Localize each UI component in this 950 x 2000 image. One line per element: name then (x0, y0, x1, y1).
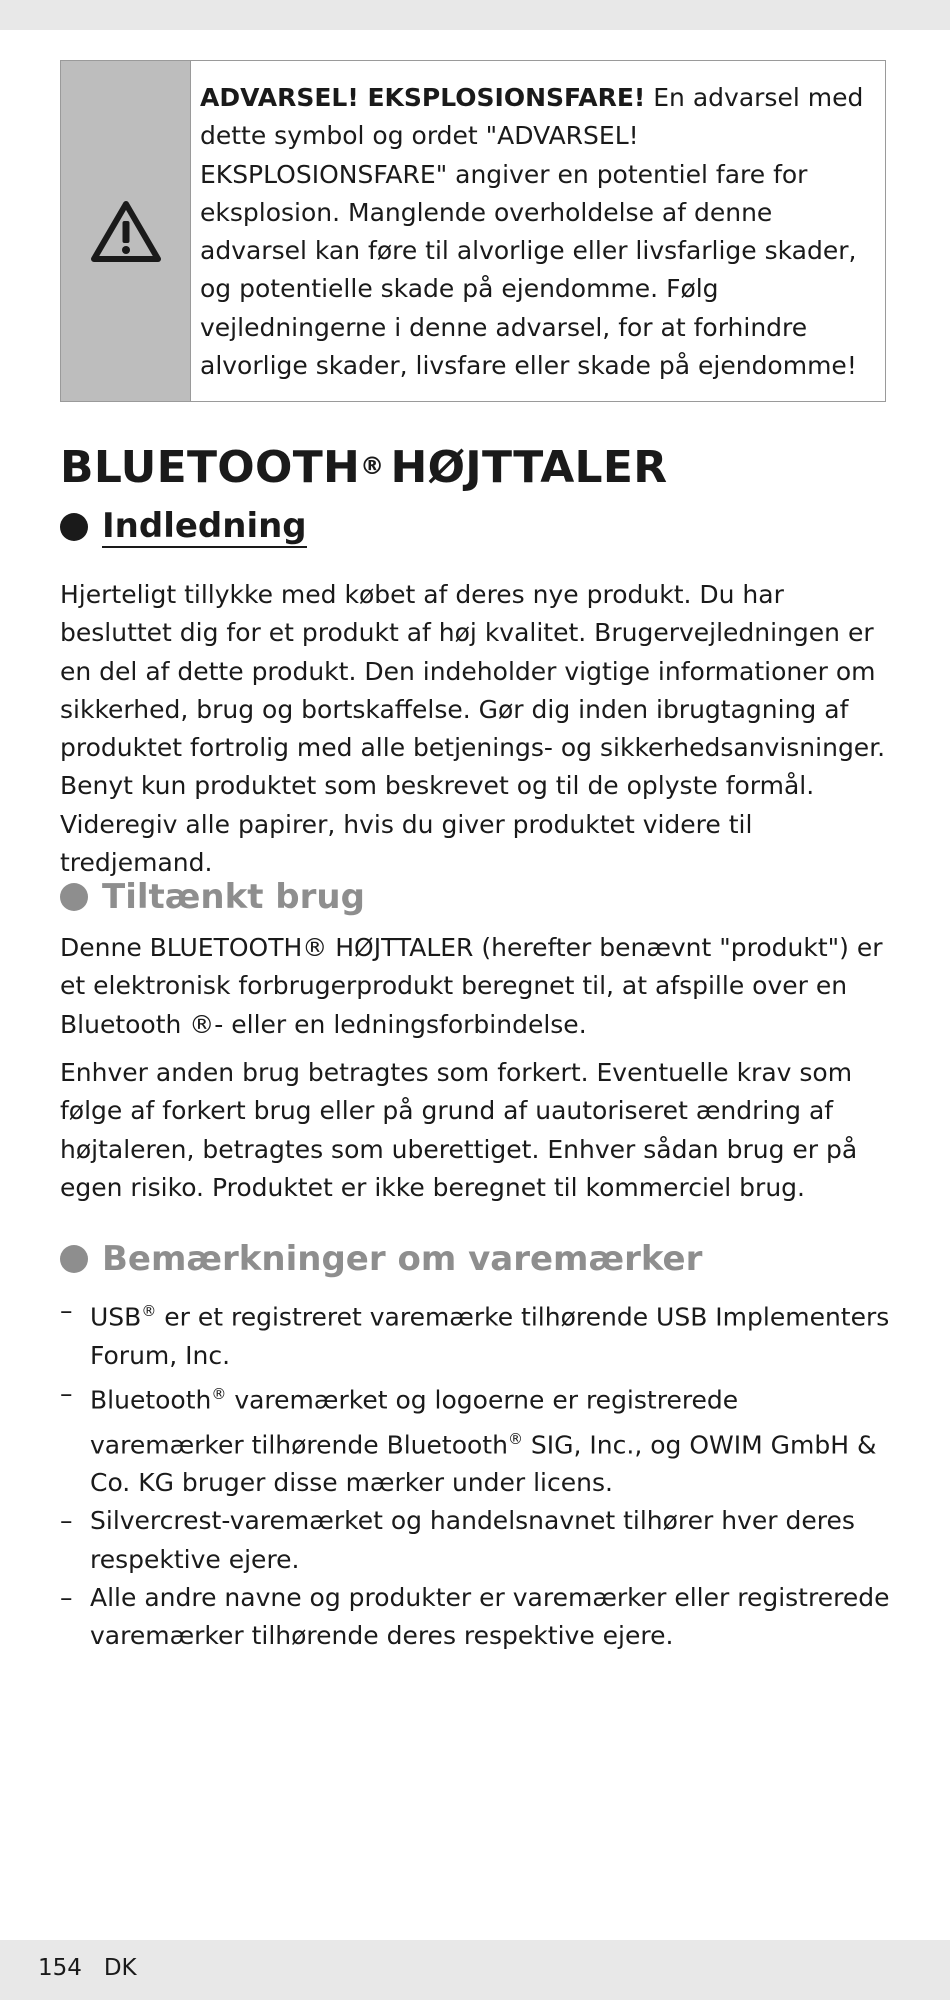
warning-body: En advarsel med dette symbol og ordet "ADVARSEL! EKSPLOSIONSFARE" angiver en potentiel fare for eksplosion. Manglende overholdelse af denne advarsel kan føre til alvorlige eller livsfarlige skader, og potentielle skade på ejendomme. Følg vejledningerne i denne advarsel, for at forhindre alvorlige skader, livsfare eller skade på ejendomme! (200, 83, 864, 381)
list-item-text: Bluetooth (90, 1385, 212, 1415)
title-registered-mark: ® (360, 452, 385, 480)
heading-trademarks (60, 1236, 702, 1282)
title-part2: HØJTTALER (390, 442, 668, 493)
list-dash: – (60, 1583, 73, 1613)
list-dash: – (60, 1378, 73, 1408)
heading-trademarks-label: Bemærkninger om varemærker (102, 1239, 703, 1279)
footer-band (0, 1940, 950, 2000)
introduction-paragraph: Hjerteligt tillykke med købet af deres nye produkt. Du har besluttet dig for et produkt af høj kvalitet. Brugervejledningen er en del af dette produkt. Den indeholder vigtige informationer om sikkerhed, brug og bortskaffelse. Gør dig inden ibrugtagning af produktet fortrolig med alle betjenings- og sikkerhedsanvisninger. Benyt kun produktet som beskrevet og til de oplyste formål. Videregiv alle papirer, hvis du giver produktet videre til tredjemand. (60, 580, 886, 878)
language-code: DK (103, 1955, 137, 1981)
heading-intended-use-label: Tiltænkt brug (102, 877, 365, 917)
title-part1: BLUETOOTH (60, 442, 361, 493)
heading-introduction-label: Indledning (102, 506, 307, 546)
bullet-dot-icon (60, 883, 88, 911)
page-footer (38, 1948, 137, 1988)
heading-intended-use (60, 874, 365, 920)
list-dash: – (60, 1506, 73, 1536)
bullet-dot-icon (60, 513, 88, 541)
list-item (60, 1502, 890, 1579)
warning-box (60, 60, 886, 402)
list-item-text: Alle andre navne og produkter er varemærker eller registrerede varemærker tilhørende deres respektive ejere. (90, 1583, 890, 1651)
registered-mark: ® (507, 1429, 523, 1448)
heading-introduction (60, 506, 307, 548)
warning-text (191, 61, 885, 401)
warning-icon-cell (61, 61, 191, 401)
warning-lead: ADVARSEL! EKSPLOSIONSFARE! (200, 83, 646, 112)
list-item-text: Silvercrest-varemærket og handelsnavnet tilhører hver deres respektive ejere. (90, 1506, 855, 1574)
list-item (60, 1375, 890, 1503)
list-item (60, 1292, 890, 1375)
bullet-dot-icon (60, 1245, 88, 1273)
intended-use-paragraph-1: Denne BLUETOOTH® HØJTTALER (herefter benævnt "produkt") er et elektronisk forbrugerprodukt beregnet til, at afspille over en Bluetooth ®- eller en ledningsforbindelse. (60, 933, 883, 1039)
list-item-text: er et registreret varemærke tilhørende USB Implementers Forum, Inc. (90, 1302, 890, 1370)
warning-triangle-icon (90, 199, 162, 263)
list-item-text: SIG, Inc., og OWIM GmbH & Co. KG bruger disse mærker under licens. (90, 1429, 877, 1498)
intended-use-paragraph-2: Enhver anden brug betragtes som forkert. Eventuelle krav som følge af forkert brug eller på grund af uautoriseret ændring af højtaleren, betragtes som uberettiget. Enhver sådan brug er på egen risiko. Produktet er ikke beregnet til kommerciel brug. (60, 1058, 858, 1202)
trademarks-list (60, 1292, 890, 1656)
page-title (60, 438, 667, 498)
list-item-text: varemærket og logoerne er registrerede varemærker tilhørende Bluetooth (90, 1385, 739, 1459)
list-item-text: USB (90, 1302, 142, 1332)
registered-mark: ® (141, 1302, 157, 1320)
page-number: 154 (38, 1955, 82, 1981)
list-item (60, 1579, 890, 1656)
registered-mark: ® (211, 1384, 227, 1403)
top-band (0, 0, 950, 30)
list-dash: – (60, 1296, 73, 1325)
